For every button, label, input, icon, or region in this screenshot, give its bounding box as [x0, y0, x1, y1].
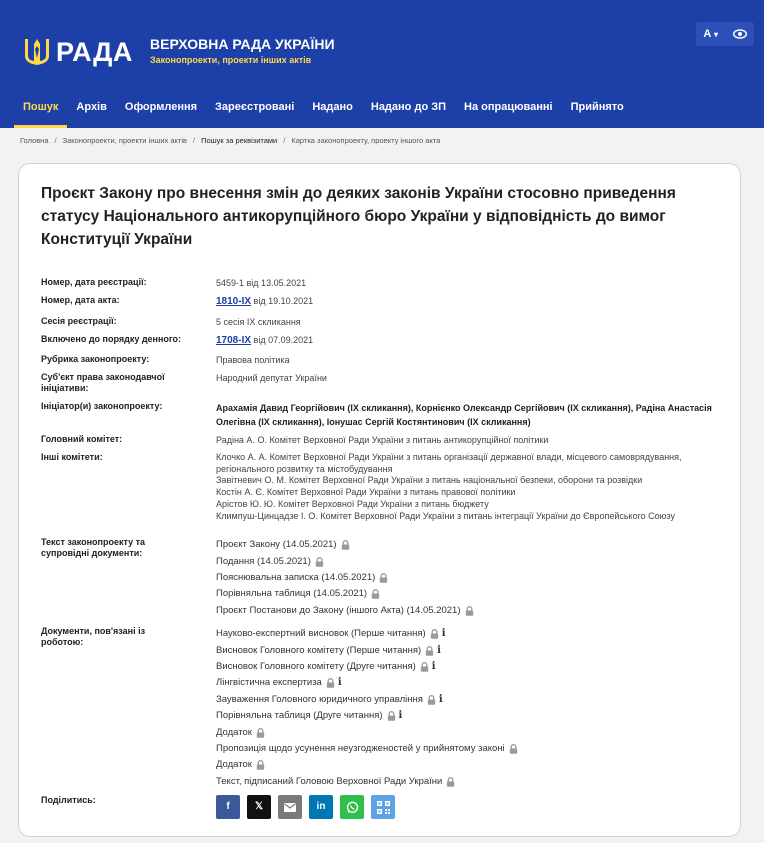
breadcrumb	[20, 136, 440, 145]
lock-icon	[430, 629, 439, 639]
doc-link[interactable]: Порівняльна таблиця (14.05.2021)	[216, 588, 368, 600]
info-icon[interactable]: i	[398, 710, 403, 722]
info-icon[interactable]: i	[431, 660, 436, 672]
info-icon[interactable]: i	[337, 677, 342, 689]
breadcrumb-search[interactable]: Пошук за реквізитами	[201, 136, 278, 145]
session-value: 5 сесія IX скликання	[216, 317, 301, 327]
initiators-names: Арахамія Давид Георгійович (IX скликання), Корнієнко Олександр Сергійович (IX скликання), Радіна Анастасія Олегівна (IX скликання), Іонушас Сергій Костянтинович (IX скликання)	[216, 403, 712, 427]
list-item: Завітневич О. М. Комітет Верховної Ради України з питань національної безпеки, оборони та розвідки	[216, 475, 643, 486]
info-icon[interactable]: i	[437, 644, 441, 656]
doc-link[interactable]: Текст, підписаний Головою Верховної Ради України	[216, 775, 443, 787]
nav-provided[interactable]: Надано	[312, 101, 353, 113]
main-committee-value: Радіна А. О. Комітет Верховної Ради України з питань антикорупційної політики	[216, 435, 549, 445]
linkedin-icon: in	[316, 801, 326, 812]
list-item	[216, 553, 716, 569]
list-item	[216, 642, 716, 658]
subject-value: Народний депутат України	[216, 373, 327, 383]
session-label: Сесія реєстрації:	[41, 316, 117, 326]
info-icon[interactable]: i	[441, 628, 446, 640]
site-subtitle: Законопроекти, проекти інших актів	[150, 55, 312, 65]
nav-in-processing[interactable]: На опрацюванні	[464, 101, 553, 113]
linkedin-share-button[interactable]	[309, 795, 333, 819]
bill-card	[18, 163, 741, 837]
font-size-label: A	[703, 28, 711, 40]
breadcrumb-bills[interactable]: Законопроекти, проекти інших актів	[62, 136, 187, 145]
site-header	[0, 0, 764, 128]
list-item: Климпуш-Цинцадзе І. О. Комітет Верховної Ради України з питань інтеграції України до Європейського Союзу	[216, 510, 675, 521]
list-item: Клочко А. А. Комітет Верховної Ради України з питань організації державної влади, місцевого самоврядування, регіонального розвитку та містобудування	[216, 452, 682, 474]
lock-icon	[371, 589, 380, 599]
breadcrumb-current: Картка законопроекту, проекту іншого акта	[291, 136, 441, 145]
site-logo[interactable]	[22, 36, 133, 68]
list-item	[216, 659, 716, 675]
rubric-value: Правова політика	[216, 355, 290, 365]
lock-icon	[465, 606, 474, 616]
lock-icon	[379, 573, 388, 583]
facebook-icon: f	[226, 801, 230, 812]
list-item	[216, 708, 716, 724]
lock-icon	[427, 695, 436, 705]
doc-link[interactable]: Висновок Головного комітету (Перше читання)	[216, 644, 422, 656]
doc-link[interactable]: Проєкт Постанови до Закону (іншого Акта) (14.05.2021)	[216, 604, 461, 616]
chevron-down-icon: ▾	[713, 30, 718, 39]
act-date: від 19.10.2021	[253, 296, 314, 306]
doc-link[interactable]: Зауваження Головного юридичного управління	[216, 693, 423, 705]
qr-icon	[377, 801, 390, 814]
doc-link[interactable]: Науково-експертний висновок (Перше читання)	[216, 628, 426, 640]
other-committees-list	[216, 452, 716, 522]
list-item	[216, 626, 716, 642]
agenda-number-link[interactable]: 1708-IX	[216, 335, 252, 346]
doc-link[interactable]: Додаток	[216, 726, 252, 738]
whatsapp-share-button[interactable]	[340, 795, 364, 819]
list-item	[216, 603, 716, 619]
nav-provided-zp[interactable]: Надано до ЗП	[370, 101, 447, 113]
related-label: Документи, пов'язані із роботою:	[41, 626, 146, 647]
breadcrumb-separator: /	[54, 136, 57, 145]
related-list	[216, 626, 716, 790]
list-item	[216, 692, 716, 708]
lock-icon	[420, 662, 429, 672]
list-item	[216, 724, 716, 740]
x-icon: 𝕏	[254, 801, 264, 812]
doc-link[interactable]: Пропозиція щодо усунення неузгодженостей у прийнятому законі	[216, 742, 505, 754]
lock-icon	[387, 711, 396, 721]
list-item	[216, 586, 716, 602]
act-number-link[interactable]: 1810-IX	[216, 296, 252, 307]
list-item	[216, 675, 716, 691]
list-item	[216, 537, 716, 553]
doc-link[interactable]: Подання (14.05.2021)	[216, 555, 311, 567]
nav-registered[interactable]: Зареєстровані	[215, 101, 295, 113]
doc-link[interactable]: Порівняльна таблиця (Друге читання)	[216, 710, 383, 722]
logo-text: РАДА	[56, 36, 133, 67]
lock-icon	[256, 760, 265, 770]
texts-list	[216, 537, 716, 619]
lock-icon	[341, 540, 350, 550]
breadcrumb-separator: /	[193, 136, 196, 145]
lock-icon	[326, 678, 335, 688]
nav-search[interactable]: Пошук	[14, 88, 67, 128]
accessibility-tools	[696, 22, 754, 46]
nav-formalization[interactable]: Оформлення	[124, 101, 198, 113]
doc-link[interactable]: Висновок Головного комітету (Друге читання)	[216, 660, 416, 672]
reg-value: 5459-1 від 13.05.2021	[216, 278, 307, 288]
other-committees-label: Інші комітети:	[41, 452, 103, 462]
initiators-value	[216, 401, 716, 429]
doc-link[interactable]: Проєкт Закону (14.05.2021)	[216, 539, 337, 551]
qr-share-button[interactable]	[371, 795, 395, 819]
rubric-label: Рубрика законопроекту:	[41, 354, 150, 364]
share-buttons	[216, 795, 395, 819]
site-title[interactable]: ВЕРХОВНА РАДА УКРАЇНИ	[150, 36, 335, 52]
agenda-date: від 07.09.2021	[253, 335, 314, 345]
nav-adopted[interactable]: Прийнято	[570, 101, 624, 113]
act-label: Номер, дата акта:	[41, 295, 120, 305]
email-icon	[284, 803, 296, 812]
lock-icon	[256, 728, 265, 738]
email-share-button[interactable]	[278, 795, 302, 819]
main-committee-label: Головний комітет:	[41, 434, 123, 444]
lock-icon	[315, 557, 324, 567]
act-value	[216, 295, 716, 308]
nav-archive[interactable]: Архів	[76, 101, 107, 113]
eye-icon[interactable]	[733, 29, 747, 39]
texts-label: Текст законопроекту та супровідні документи:	[41, 537, 146, 558]
list-item	[216, 757, 716, 773]
doc-link[interactable]: Пояснювальна записка (14.05.2021)	[216, 571, 376, 583]
whatsapp-icon	[346, 801, 359, 814]
trident-icon	[22, 36, 52, 68]
initiators-label: Ініціатор(и) законопроекту:	[41, 401, 163, 411]
x-share-button[interactable]	[247, 795, 271, 819]
lock-icon	[425, 646, 434, 656]
share-label: Поділитись:	[41, 795, 96, 805]
lock-icon	[509, 744, 518, 754]
agenda-label: Включено до порядку денного:	[41, 334, 182, 344]
breadcrumb-home[interactable]: Головна	[20, 136, 49, 145]
doc-link[interactable]: Додаток	[216, 759, 252, 771]
lock-icon	[446, 777, 455, 787]
list-item	[216, 741, 716, 757]
list-item	[216, 774, 716, 790]
breadcrumb-separator: /	[283, 136, 286, 145]
reg-label: Номер, дата реєстрації:	[41, 277, 147, 287]
list-item: Арістов Ю. Ю. Комітет Верховної Ради України з питань бюджету	[216, 498, 489, 509]
page-title: Проєкт Закону про внесення змін до деяких законів України стосовно приведення статусу Національного антикорупційного бюро України у відповідність до вимог Конституції України	[41, 185, 676, 248]
main-nav	[14, 88, 633, 128]
agenda-value	[216, 334, 716, 347]
subject-label: Суб'єкт права законодавчої ініціативи:	[41, 372, 165, 393]
list-item	[216, 570, 716, 586]
doc-link[interactable]: Лінгвістична експертиза	[216, 677, 322, 689]
facebook-share-button[interactable]	[216, 795, 240, 819]
font-size-button[interactable]	[703, 28, 718, 40]
list-item: Костін А. Є. Комітет Верховної Ради України з питань правової політики	[216, 487, 516, 498]
info-icon[interactable]: i	[438, 693, 443, 705]
